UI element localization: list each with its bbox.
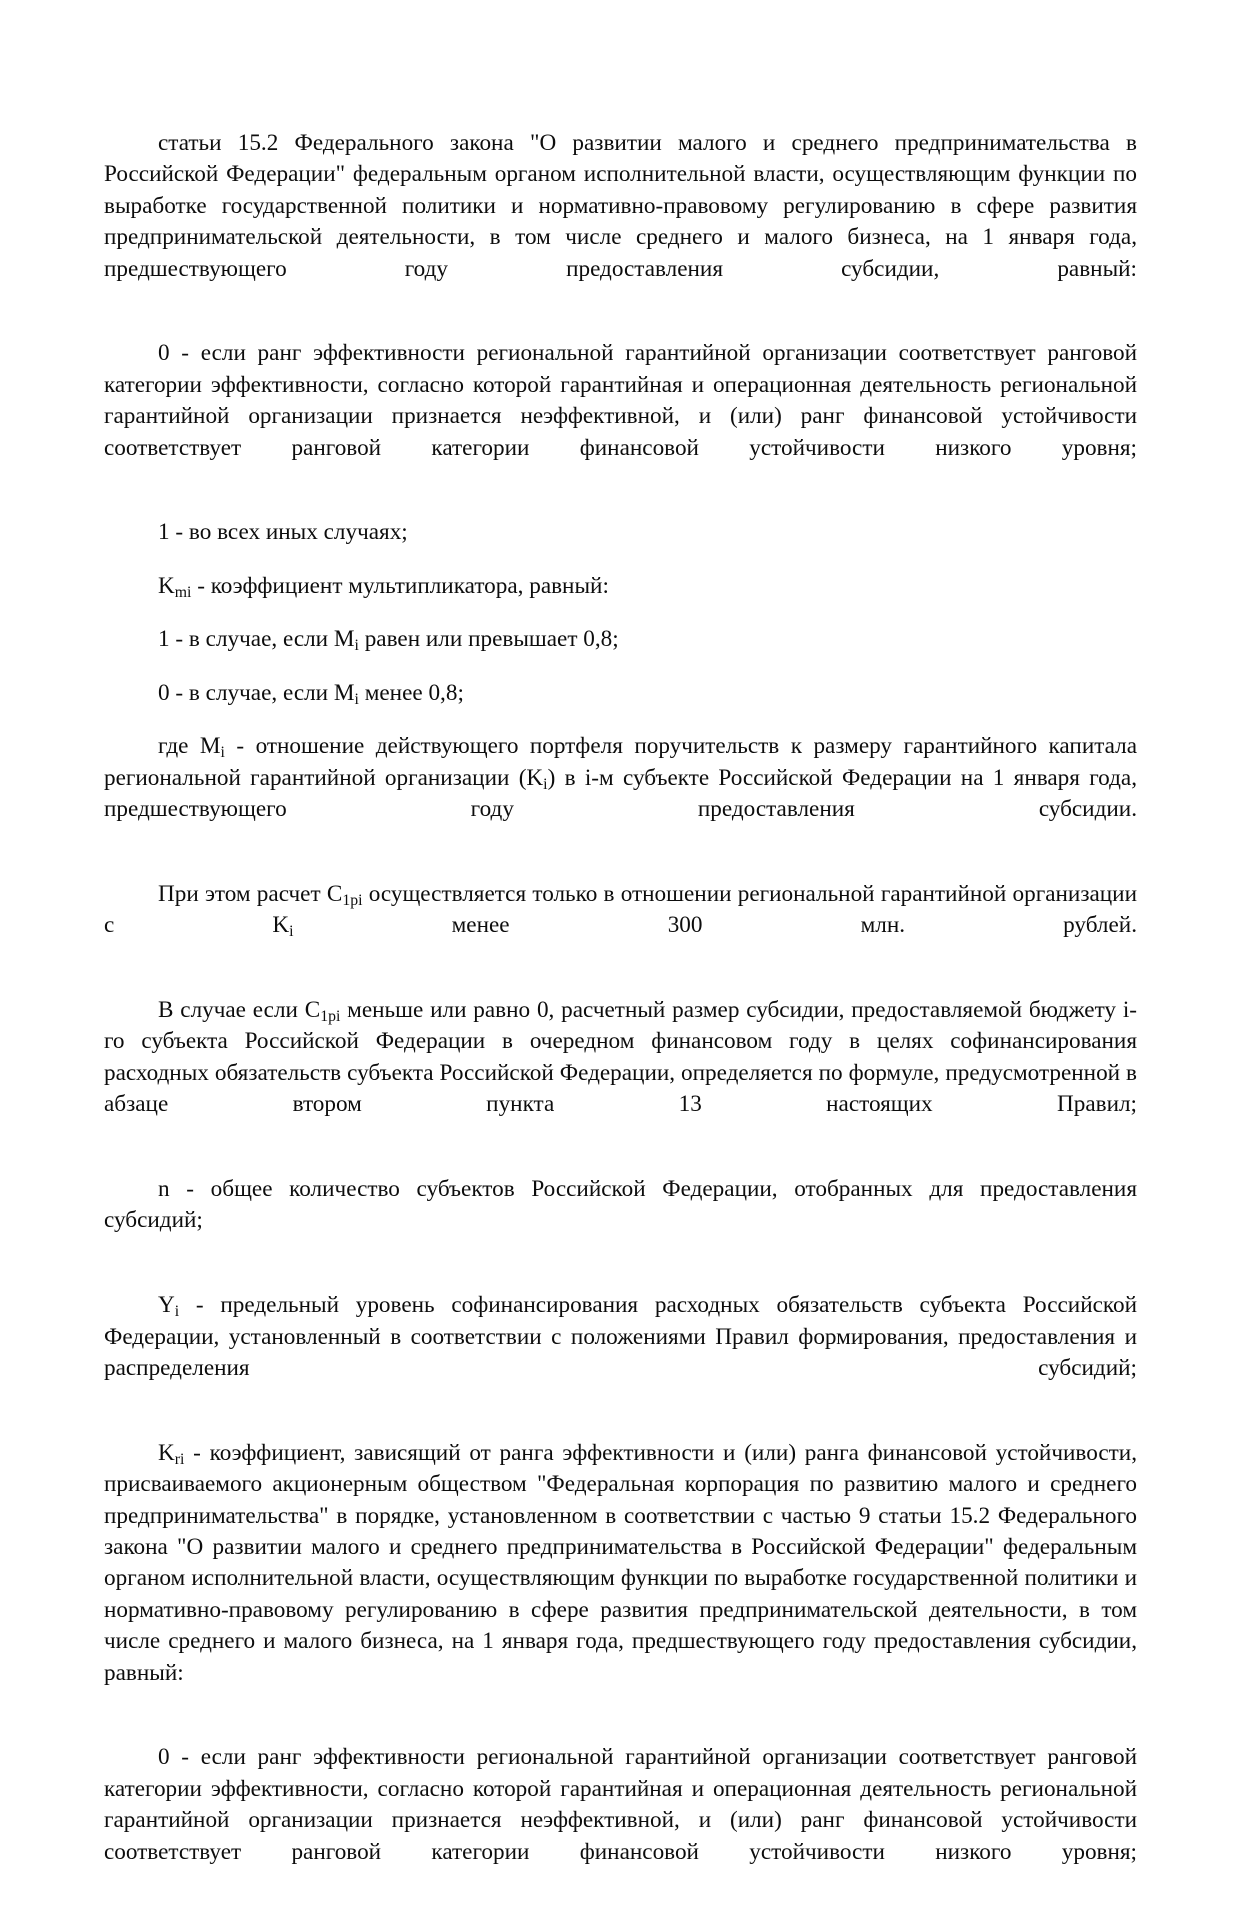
paragraph-5-condition-mi-gte: 1 - в случае, если $M_i$ равен или превышает 0,8; xyxy=(158,626,619,655)
paragraph-3: 1 - во всех иных случаях; xyxy=(158,519,408,546)
paragraph-4-coefficient-kmi: $K_{mi}$ - коэффициент мультипликатора, равный: xyxy=(158,572,609,601)
document-text-column xyxy=(104,128,1137,1922)
paragraph-12-definition-kri: $K_{ri}$ - коэффициент, зависящий от ранга эффективности и (или) ранга финансовой устойчивости, присваиваемого акционерным обществом "Федеральная корпорация по развитию малого и среднего предпринимательства" в порядке, установленном в соответствии с частью 9 статьи 15.2 Федерального закона "О развитии малого и среднего предпринимательства в Российской Федерации" федеральным органом исполнительной власти, осуществляющим функции по выработке государственной политики и нормативно-правовому регулированию в сфере развития предпринимательской деятельности, в том числе среднего и малого бизнеса, на 1 января года, предшествующего году предоставления субсидии, равный: xyxy=(104,1439,1137,1686)
paragraph-2: 0 - если ранг эффективности региональной гарантийной организации соответствует ранговой категории эффективности, согласно которой гарантийная и операционная деятельность региональной гарантийной организации признается неэффективной, и (или) ранг финансовой устойчивости соответствует ранговой категории финансовой устойчивости низкого уровня; xyxy=(104,340,1137,461)
paragraph-11-definition-yi: $Y_i$ - предельный уровень софинансирования расходных обязательств субъекта Российской Федерации, установленный в соответствии с положениями Правил формирования, предоставления и распределения субсидий; xyxy=(104,1292,1137,1381)
paragraph-9-case-c1pi-lte-zero: В случае если $C_{1pi}$ меньше или равно 0, расчетный размер субсидии, предоставляемой бюджету i-го субъекта Российской Федерации в очередном финансовом году в целях софинансирования расходных обязательств субъекта Российской Федерации, определяется по формуле, предусмотренной в абзаце втором пункта 13 настоящих Правил; xyxy=(104,996,1137,1118)
paragraph-6-condition-mi-lt: 0 - в случае, если $M_i$ менее 0,8; xyxy=(158,679,464,708)
paragraph-1: статьи 15.2 Федерального закона "О развитии малого и среднего предпринимательства в Российской Федерации" федеральным органом исполнительной власти, осуществляющим функции по выработке государственной политики и нормативно-правовому регулированию в сфере развития предпринимательской деятельности, в том числе среднего и малого бизнеса, на 1 января года, предшествующего году предоставления субсидии, равный: xyxy=(104,130,1137,282)
paragraph-10-definition-n: n - общее количество субъектов Российской Федерации, отобранных для предоставления субсидий; xyxy=(104,1175,1137,1234)
paragraph-7-definition-mi: где $M_i$ - отношение действующего портфеля поручительств к размеру гарантийного капитала региональной гарантийной организации $(K_i)$ в i-м субъекте Российской Федерации на 1 января года, предшествующего году предоставления субсидии. xyxy=(104,733,1138,822)
paragraph-8-calculation-c1pi: При этом расчет $C_{1pi}$ осуществляется только в отношении региональной гарантийной организации с $K_i$ менее 300 млн. рублей. xyxy=(104,880,1137,941)
paragraph-13-rank-zero-condition: 0 - если ранг эффективности региональной гарантийной организации соответствует ранговой категории эффективности, согласно которой гарантийная и операционная деятельность региональной гарантийной организации признается неэффективной, и (или) ранг финансовой устойчивости соответствует ранговой категории финансовой устойчивости низкого уровня; xyxy=(104,1744,1137,1865)
